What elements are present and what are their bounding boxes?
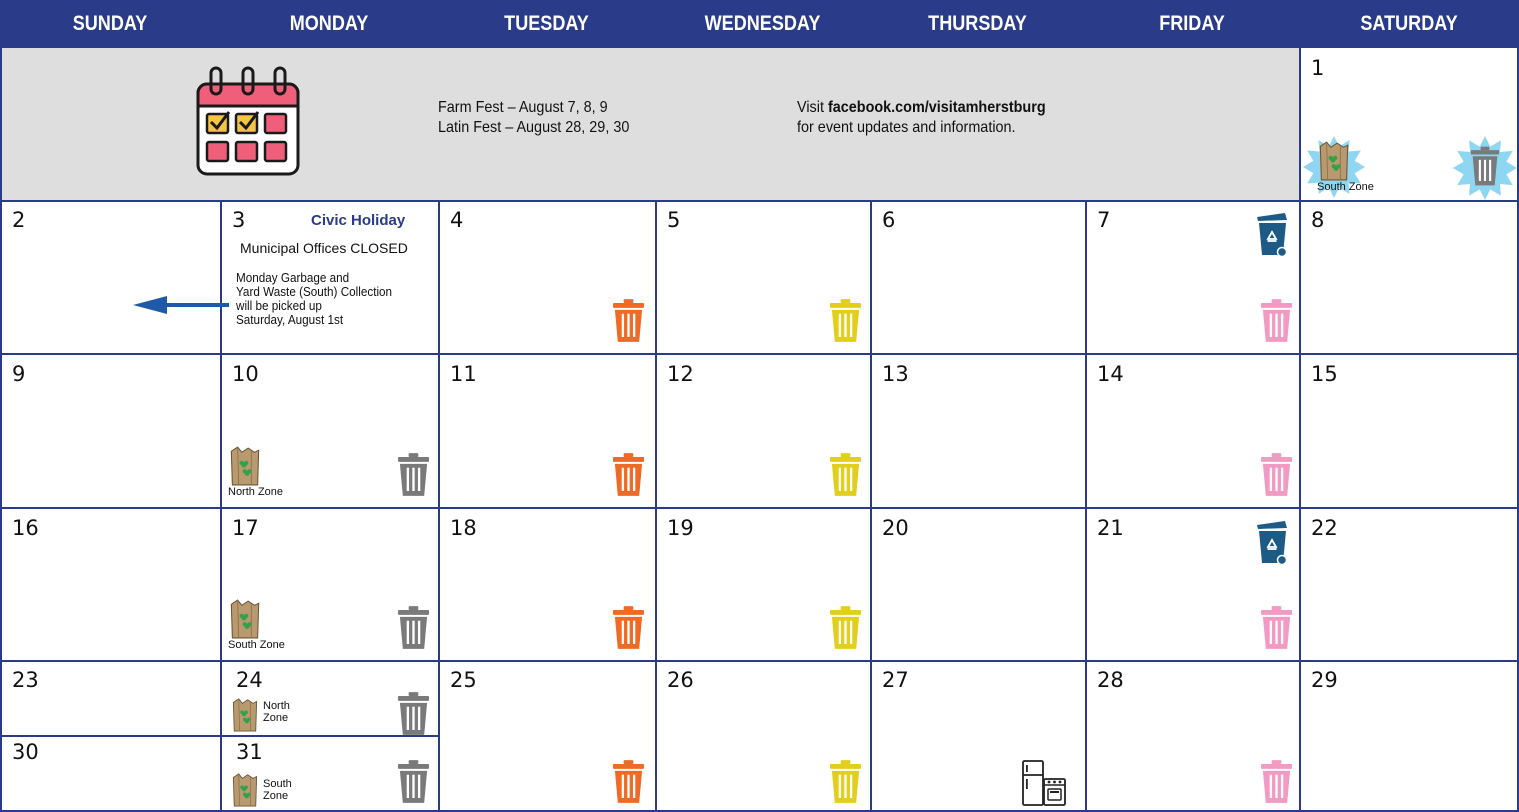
visit-subtext: for event updates and information.	[797, 119, 1016, 136]
grid-line	[0, 810, 1519, 812]
recycling-cart-icon	[1255, 518, 1289, 566]
zone-word: Zone	[263, 789, 289, 802]
grid-line	[1299, 48, 1301, 812]
day-number: 5	[667, 208, 681, 232]
weekday-wednesday: WEDNESDAY	[704, 12, 821, 35]
day-number: 3	[232, 208, 246, 232]
day-number: 15	[1311, 362, 1338, 386]
day-number: 16	[12, 516, 39, 540]
day-number: 20	[882, 516, 909, 540]
day-number: 29	[1311, 668, 1338, 692]
trash-can-icon	[397, 692, 430, 735]
trash-can-icon	[612, 760, 645, 803]
day-number: 28	[1097, 668, 1124, 692]
trash-can-icon	[829, 299, 862, 342]
trash-can-icon	[397, 606, 430, 649]
day-number: 21	[1097, 516, 1124, 540]
day-number: 12	[667, 362, 694, 386]
grid-line	[1085, 200, 1087, 812]
zone-label: North Zone	[228, 486, 284, 498]
day-number: 11	[450, 362, 477, 386]
day-number: 30	[12, 740, 39, 764]
trash-can-icon	[1260, 606, 1293, 649]
zone-word: South	[263, 778, 292, 790]
facebook-link[interactable]: facebook.com/visitamherstburg	[827, 99, 1046, 116]
appliance-pickup-icon	[1022, 760, 1066, 806]
day-number: 9	[12, 362, 26, 386]
grid-line	[438, 200, 440, 812]
day-number: 4	[450, 208, 464, 232]
day-number: 2	[12, 208, 26, 232]
trash-can-icon	[397, 453, 430, 496]
day-number: 25	[450, 668, 477, 692]
weekday-thursday: THURSDAY	[928, 12, 1027, 35]
day-number: 18	[450, 516, 477, 540]
holiday-name: Civic Holiday	[311, 212, 406, 229]
grid-line	[220, 200, 222, 812]
note-line: Monday Garbage and	[236, 270, 350, 285]
weekday-friday: FRIDAY	[1159, 12, 1225, 35]
yard-waste-bag-icon	[230, 698, 260, 732]
trash-can-icon	[1260, 760, 1293, 803]
grid-line	[0, 507, 1519, 509]
day-number: 1	[1311, 56, 1325, 80]
weekday-monday: MONDAY	[289, 12, 369, 35]
visit-prefix: Visit	[797, 99, 828, 116]
day-number: 13	[882, 362, 909, 386]
calendar-check-icon	[195, 64, 301, 177]
day-number: 24	[236, 668, 263, 692]
grid-line	[0, 660, 1519, 662]
zone-word: North	[263, 700, 290, 712]
trash-can-icon	[1260, 453, 1293, 496]
trash-can-icon	[829, 606, 862, 649]
note-line: Saturday, August 1st	[236, 312, 344, 327]
day-number: 23	[12, 668, 39, 692]
weekday-saturday: SATURDAY	[1360, 12, 1458, 35]
day-number: 27	[882, 668, 909, 692]
trash-can-icon	[397, 760, 430, 803]
day-number: 6	[882, 208, 896, 232]
day-number: 8	[1311, 208, 1325, 232]
weekday-tuesday: TUESDAY	[504, 12, 589, 35]
day-number: 26	[667, 668, 694, 692]
day-number: 7	[1097, 208, 1111, 232]
trash-can-icon	[612, 453, 645, 496]
zone-label: South Zone	[1317, 181, 1374, 193]
grid-line	[870, 200, 872, 812]
arrow-left-icon	[133, 296, 229, 314]
visit-info	[797, 98, 1046, 138]
day-number: 17	[232, 516, 259, 540]
day-number: 10	[232, 362, 259, 386]
recycling-cart-icon	[1255, 210, 1289, 258]
yard-waste-bag-icon	[1317, 141, 1351, 181]
day-number: 22	[1311, 516, 1338, 540]
holiday-collection-note	[236, 271, 392, 327]
trash-can-icon	[1470, 146, 1500, 186]
trash-can-icon	[612, 299, 645, 342]
event-farm-fest: Farm Fest – August 7, 8, 9	[438, 99, 608, 116]
day-number: 31	[236, 740, 263, 764]
grid-line	[0, 735, 438, 737]
event-latin-fest: Latin Fest – August 28, 29, 30	[438, 119, 630, 136]
yard-waste-bag-icon	[230, 773, 260, 807]
zone-word: Zone	[263, 711, 289, 724]
zone-label	[263, 701, 290, 724]
trash-can-icon	[1260, 299, 1293, 342]
note-line: will be picked up	[236, 298, 322, 313]
zone-label: South Zone	[228, 639, 285, 651]
note-line: Yard Waste (South) Collection	[236, 284, 393, 299]
grid-line	[1517, 0, 1519, 812]
trash-can-icon	[829, 453, 862, 496]
grid-line	[655, 200, 657, 812]
zone-label	[263, 779, 292, 802]
yard-waste-bag-icon	[228, 599, 262, 639]
weekday-sunday: SUNDAY	[72, 12, 148, 35]
offices-closed-note: Municipal Offices CLOSED	[240, 240, 408, 256]
day-number: 19	[667, 516, 694, 540]
day-number: 14	[1097, 362, 1124, 386]
yard-waste-bag-icon	[228, 446, 262, 486]
grid-line	[0, 200, 1519, 202]
grid-line	[0, 0, 2, 812]
event-list	[438, 98, 629, 138]
trash-can-icon	[612, 606, 645, 649]
trash-can-icon	[829, 760, 862, 803]
grid-line	[0, 353, 1519, 355]
